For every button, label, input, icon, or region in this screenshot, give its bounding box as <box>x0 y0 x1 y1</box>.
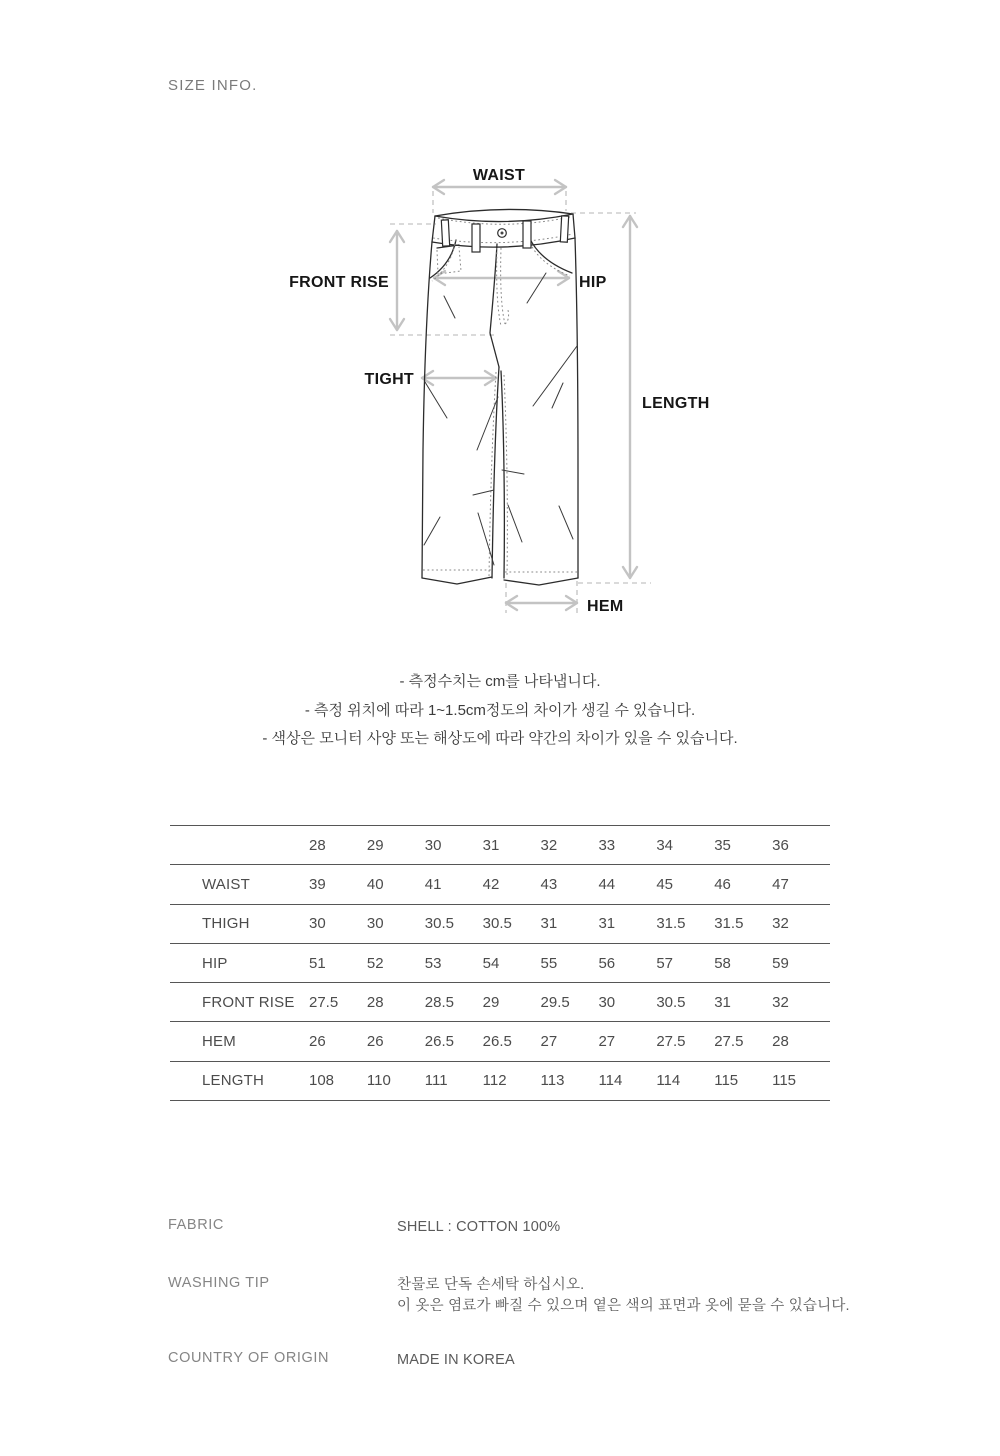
washing-tip-row <box>168 1275 850 1316</box>
size-value: 108 <box>309 1072 335 1090</box>
size-value: 30 <box>309 915 326 933</box>
waist-label: WAIST <box>472 167 526 184</box>
hip-arrow <box>434 271 569 285</box>
size-value: 27.5 <box>714 1033 744 1051</box>
length-label: LENGTH <box>642 395 710 412</box>
size-value: 43 <box>540 875 558 893</box>
tight-arrow <box>422 371 496 385</box>
size-value: 53 <box>424 954 442 972</box>
crease-lines <box>424 273 577 565</box>
size-column-header: 28 <box>309 836 326 854</box>
size-value: 26.5 <box>424 1033 454 1051</box>
fabric-label: FABRIC <box>168 1217 224 1233</box>
size-value: 59 <box>772 954 789 972</box>
size-value: 41 <box>424 875 442 893</box>
size-value: 26.5 <box>482 1033 512 1051</box>
size-table-row <box>170 864 830 903</box>
fabric-value: SHELL : COTTON 100% <box>397 1219 561 1235</box>
size-table-row <box>170 1021 830 1060</box>
size-table-row <box>170 943 830 982</box>
size-value: 55 <box>540 954 558 972</box>
country-of-origin-label: COUNTRY OF ORIGIN <box>168 1350 330 1366</box>
size-value: 30 <box>366 915 384 933</box>
country-of-origin-value: MADE IN KOREA <box>397 1352 515 1368</box>
size-value: 39 <box>309 875 326 893</box>
size-table <box>170 825 830 1101</box>
size-value: 29.5 <box>540 993 570 1011</box>
size-value: 114 <box>656 1072 681 1090</box>
measurement-label: HEM <box>202 1033 236 1051</box>
size-value: 32 <box>772 993 789 1011</box>
size-value: 28 <box>366 993 384 1011</box>
size-value: 30.5 <box>424 915 454 933</box>
fabric-row <box>168 1217 560 1238</box>
size-value: 58 <box>714 954 731 972</box>
size-value: 27.5 <box>656 1033 686 1051</box>
size-table-header-row <box>170 825 830 864</box>
note-line: - 측정 위치에 따라 1~1.5cm정도의 차이가 생길 수 있습니다. <box>304 701 696 719</box>
measurement-guide-lines <box>390 191 651 613</box>
front-rise-label: FRONT RISE <box>289 274 389 291</box>
size-value: 57 <box>656 954 674 972</box>
measurement-label: WAIST <box>202 875 250 893</box>
size-value: 31 <box>714 993 731 1011</box>
size-value: 40 <box>366 875 384 893</box>
size-value: 54 <box>482 954 500 972</box>
tight-label: TIGHT <box>364 371 414 388</box>
size-value: 112 <box>482 1072 507 1090</box>
size-value: 115 <box>772 1072 797 1090</box>
size-value: 30.5 <box>482 915 512 933</box>
length-arrow <box>623 216 637 578</box>
size-value: 27 <box>598 1033 616 1051</box>
front-rise-arrow <box>390 231 404 330</box>
size-value: 30.5 <box>656 993 686 1011</box>
measurement-label: THIGH <box>202 915 250 933</box>
size-table-row <box>170 1061 830 1100</box>
measurement-label: LENGTH <box>202 1072 265 1090</box>
measurement-label: FRONT RISE <box>202 993 295 1011</box>
size-value: 51 <box>309 954 326 972</box>
size-value: 27 <box>540 1033 558 1051</box>
size-info-heading: SIZE INFO. <box>168 77 258 94</box>
size-column-header: 29 <box>366 836 384 854</box>
note-line: - 색상은 모니터 사양 또는 해상도에 따라 약간의 차이가 있을 수 있습니다. <box>262 730 738 747</box>
size-value: 31.5 <box>714 915 744 933</box>
size-value: 44 <box>598 875 616 893</box>
size-value: 42 <box>482 875 500 893</box>
size-table-row <box>170 982 830 1021</box>
size-value: 115 <box>714 1072 739 1090</box>
size-value: 28 <box>772 1033 789 1051</box>
size-value: 29 <box>482 993 500 1011</box>
washing-tip-line: 이 옷은 염료가 빠질 수 있으며 옅은 색의 표면과 옷에 묻을 수 있습니다. <box>397 1297 850 1314</box>
size-value: 31 <box>598 915 616 933</box>
size-value: 30 <box>598 993 616 1011</box>
size-table-body <box>170 864 830 1100</box>
pants-outline <box>422 209 578 585</box>
size-value: 47 <box>772 875 789 893</box>
size-value: 26 <box>366 1033 384 1051</box>
measurement-label: HIP <box>202 954 228 972</box>
measurement-notes <box>0 668 1000 754</box>
size-value: 27.5 <box>309 993 339 1011</box>
size-column-header: 31 <box>482 836 500 854</box>
size-value: 114 <box>598 1072 623 1090</box>
size-column-header: 34 <box>656 836 674 854</box>
size-value: 31 <box>540 915 558 933</box>
hem-label: HEM <box>587 598 624 615</box>
hip-label: HIP <box>579 274 607 291</box>
washing-tip-value <box>397 1275 850 1316</box>
hem-arrow <box>506 596 577 610</box>
size-value: 56 <box>598 954 616 972</box>
size-value: 46 <box>714 875 731 893</box>
size-column-header: 33 <box>598 836 616 854</box>
country-of-origin-row <box>168 1350 515 1371</box>
size-column-header: 32 <box>540 836 558 854</box>
washing-tip-label: WASHING TIP <box>168 1275 270 1291</box>
waist-button <box>498 229 507 238</box>
size-column-header: 36 <box>772 836 789 854</box>
size-value: 31.5 <box>656 915 686 933</box>
size-value: 111 <box>424 1072 448 1090</box>
size-value: 52 <box>366 954 384 972</box>
size-value: 110 <box>366 1072 391 1090</box>
size-table-row <box>170 904 830 943</box>
size-value: 113 <box>540 1072 565 1090</box>
size-value: 32 <box>772 915 789 933</box>
size-value: 45 <box>656 875 674 893</box>
pants-measurement-diagram <box>0 140 1000 640</box>
size-value: 26 <box>309 1033 326 1051</box>
size-value: 28.5 <box>424 993 454 1011</box>
washing-tip-line: 찬물로 단독 손세탁 하십시오. <box>397 1277 585 1293</box>
size-column-header: 30 <box>424 836 442 854</box>
size-column-header: 35 <box>714 836 731 854</box>
note-line: - 측정수치는 cm를 나타냅니다. <box>399 673 601 690</box>
